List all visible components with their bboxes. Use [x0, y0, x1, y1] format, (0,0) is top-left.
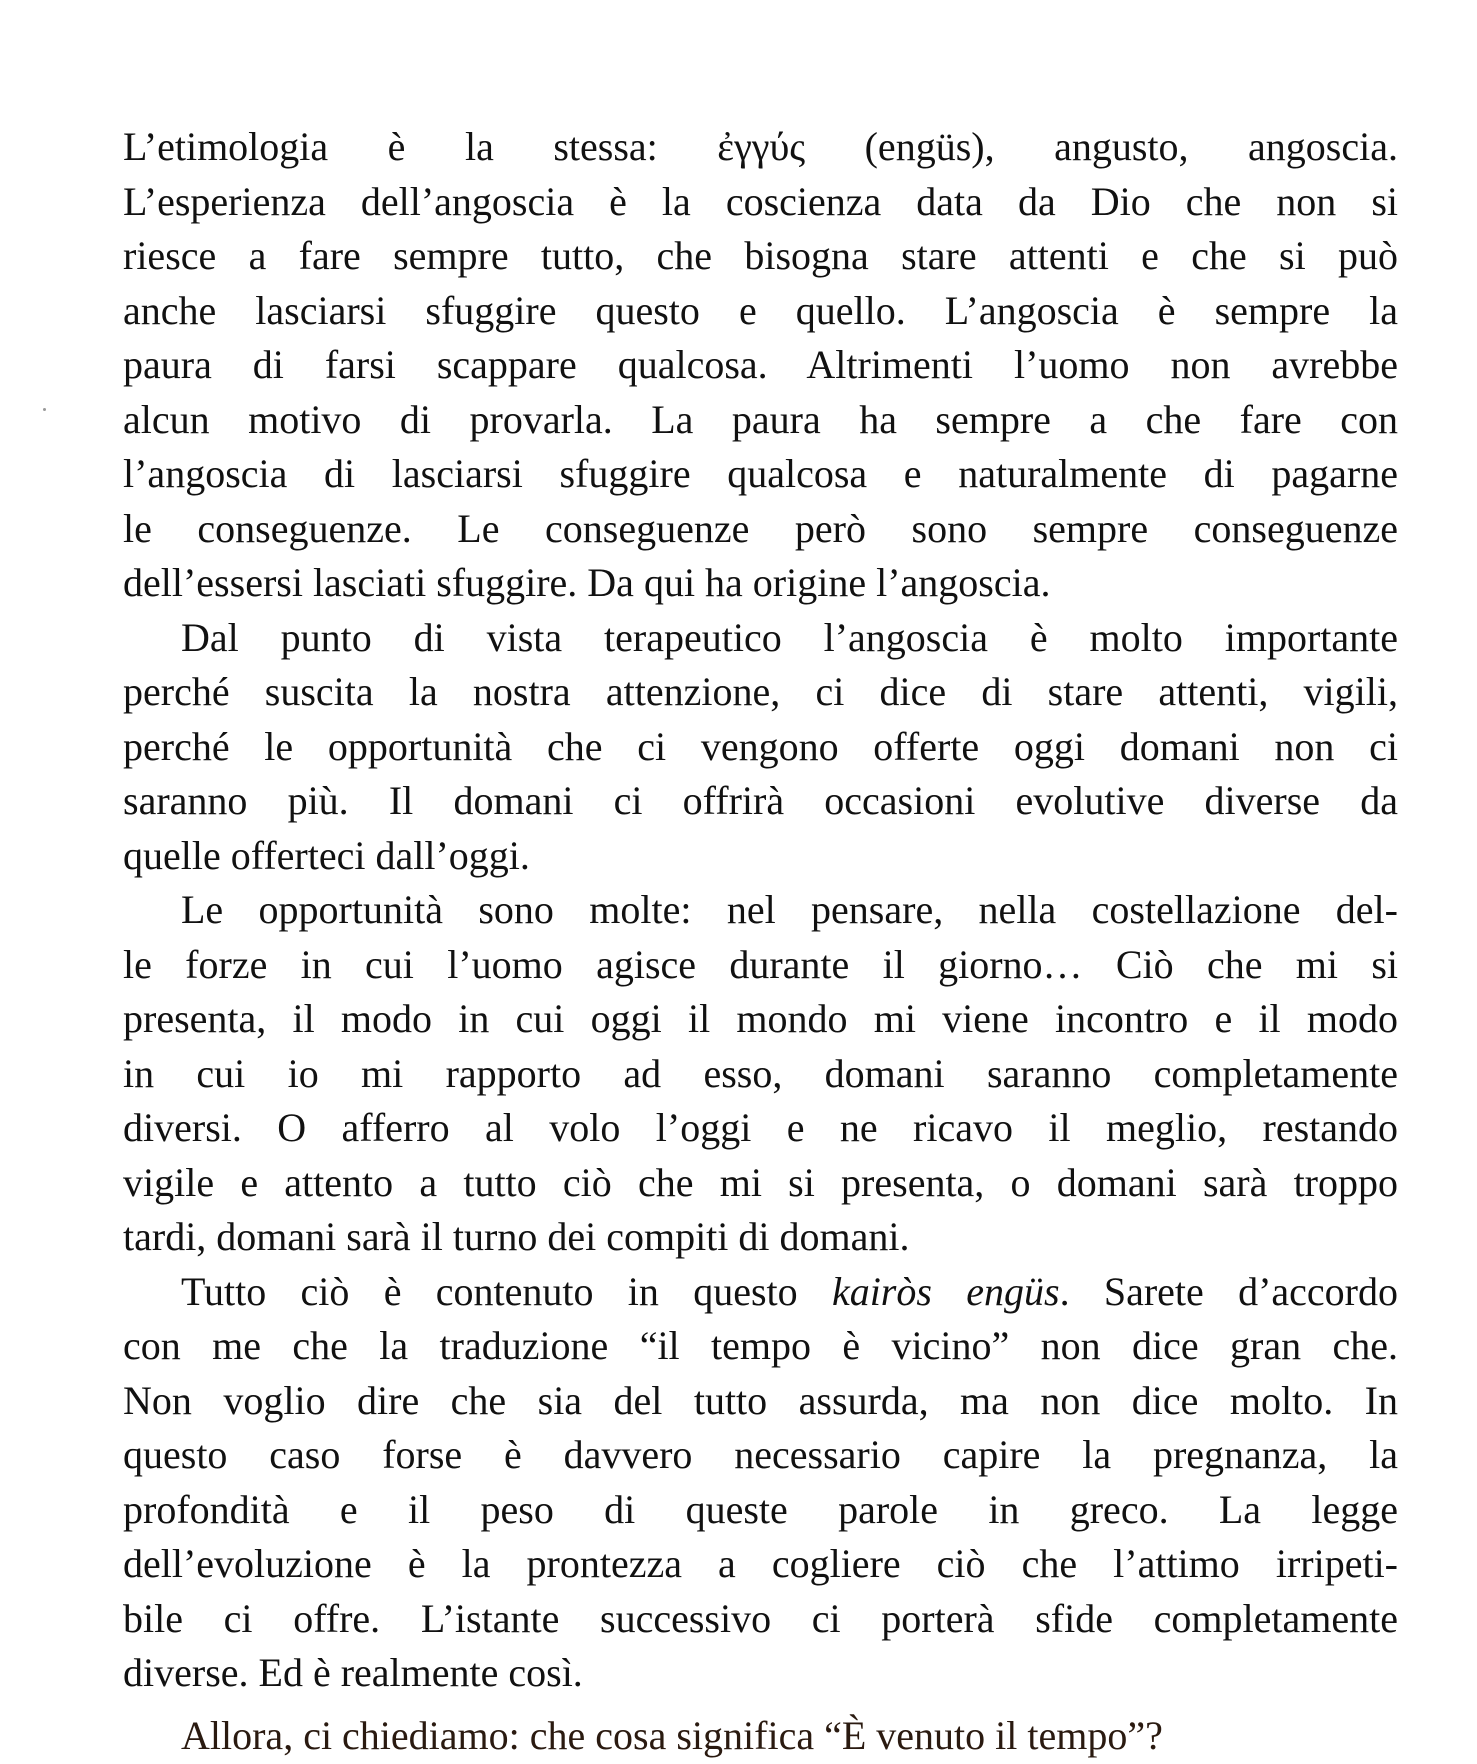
text-line: riesce a fare sempre tutto, che bisogna stare attenti e che si può [123, 233, 1398, 278]
cut-off-line-container [123, 1712, 1398, 1758]
text-line: perché le opportunità che ci vengono offerte oggi domani non ci [123, 723, 1398, 769]
text-line: tardi, domani sarà il turno dei compiti di domani. [123, 1214, 910, 1259]
text-line: paura di farsi scappare qualcosa. Altrimenti l’uomo non avrebbe [123, 342, 1398, 387]
text-line: Non voglio dire che sia del tutto assurda, ma non dice molto. In [123, 1377, 1398, 1423]
text-line [123, 1265, 1398, 1320]
text-line: le forze in cui l’uomo agisce durante il giorno… Ciò che mi si [123, 941, 1398, 987]
text-line: anche lasciarsi sfuggire questo e quello. L’angoscia è sempre la [123, 287, 1398, 333]
text-line: con me che la traduzione “il tempo è vicino” non dice gran che. [123, 1323, 1398, 1368]
text-line: diversi. O afferro al volo l’oggi e ne ricavo il meglio, restando [123, 1105, 1398, 1150]
paragraph-1 [123, 120, 1398, 611]
document-page [123, 120, 1398, 1701]
text-line: Dal punto di vista terapeutico l’angoscia è molto importante [181, 614, 1398, 660]
text-line: perché suscita la nostra attenzione, ci dice di stare attenti, vigili, [123, 669, 1398, 714]
text-line: diverse. Ed è realmente così. [123, 1650, 583, 1695]
paragraph-3 [123, 883, 1398, 1265]
text-line: Le opportunità sono molte: nel pensare, nella costellazione del- [181, 887, 1398, 932]
text-line: presenta, il modo in cui oggi il mondo mi viene incontro e il modo [123, 996, 1398, 1041]
text-line: le conseguenze. Le conseguenze però sono sempre conseguenze [123, 505, 1398, 551]
text-line: L’esperienza dell’angoscia è la coscienza data da Dio che non si [123, 178, 1398, 224]
text-segment: . Sarete d’accordo [1059, 1268, 1398, 1314]
text-line: dell’essersi lasciati sfuggire. Da qui ha origine l’angoscia. [123, 560, 1051, 605]
text-line: quelle offerteci dall’oggi. [123, 832, 530, 878]
paragraph-4 [123, 1265, 1398, 1701]
text-segment: Tutto ciò è contenuto in questo [181, 1268, 832, 1314]
text-line: in cui io mi rapporto ad esso, domani saranno completamente [123, 1050, 1398, 1096]
scan-speck [43, 408, 46, 411]
text-line: l’angoscia di lasciarsi sfuggire qualcosa e naturalmente di pagarne [123, 451, 1398, 496]
text-line: alcun motivo di provarla. La paura ha sempre a che fare con [123, 396, 1398, 442]
text-line: dell’evoluzione è la prontezza a cogliere ciò che l’attimo irripeti- [123, 1541, 1398, 1586]
text-line: vigile e attento a tutto ciò che mi si presenta, o domani sarà troppo [123, 1159, 1398, 1205]
text-line: saranno più. Il domani ci offrirà occasioni evolutive diverse da [123, 778, 1398, 823]
text-line: profondità e il peso di queste parole in greco. La legge [123, 1486, 1398, 1532]
paragraph-2 [123, 611, 1398, 884]
text-line: questo caso forse è davvero necessario capire la pregnanza, la [123, 1432, 1398, 1477]
text-line: bile ci offre. L’istante successivo ci porterà sfide completamente [123, 1595, 1398, 1641]
text-line: L’etimologia è la stessa: ἐγγύς (engüs), angusto, angoscia. [123, 124, 1398, 169]
cut-off-text-line: Allora, ci chiediamo: che cosa significa “È venuto il tempo”? [181, 1713, 1163, 1758]
italic-term: kairòs engüs [831, 1268, 1060, 1314]
